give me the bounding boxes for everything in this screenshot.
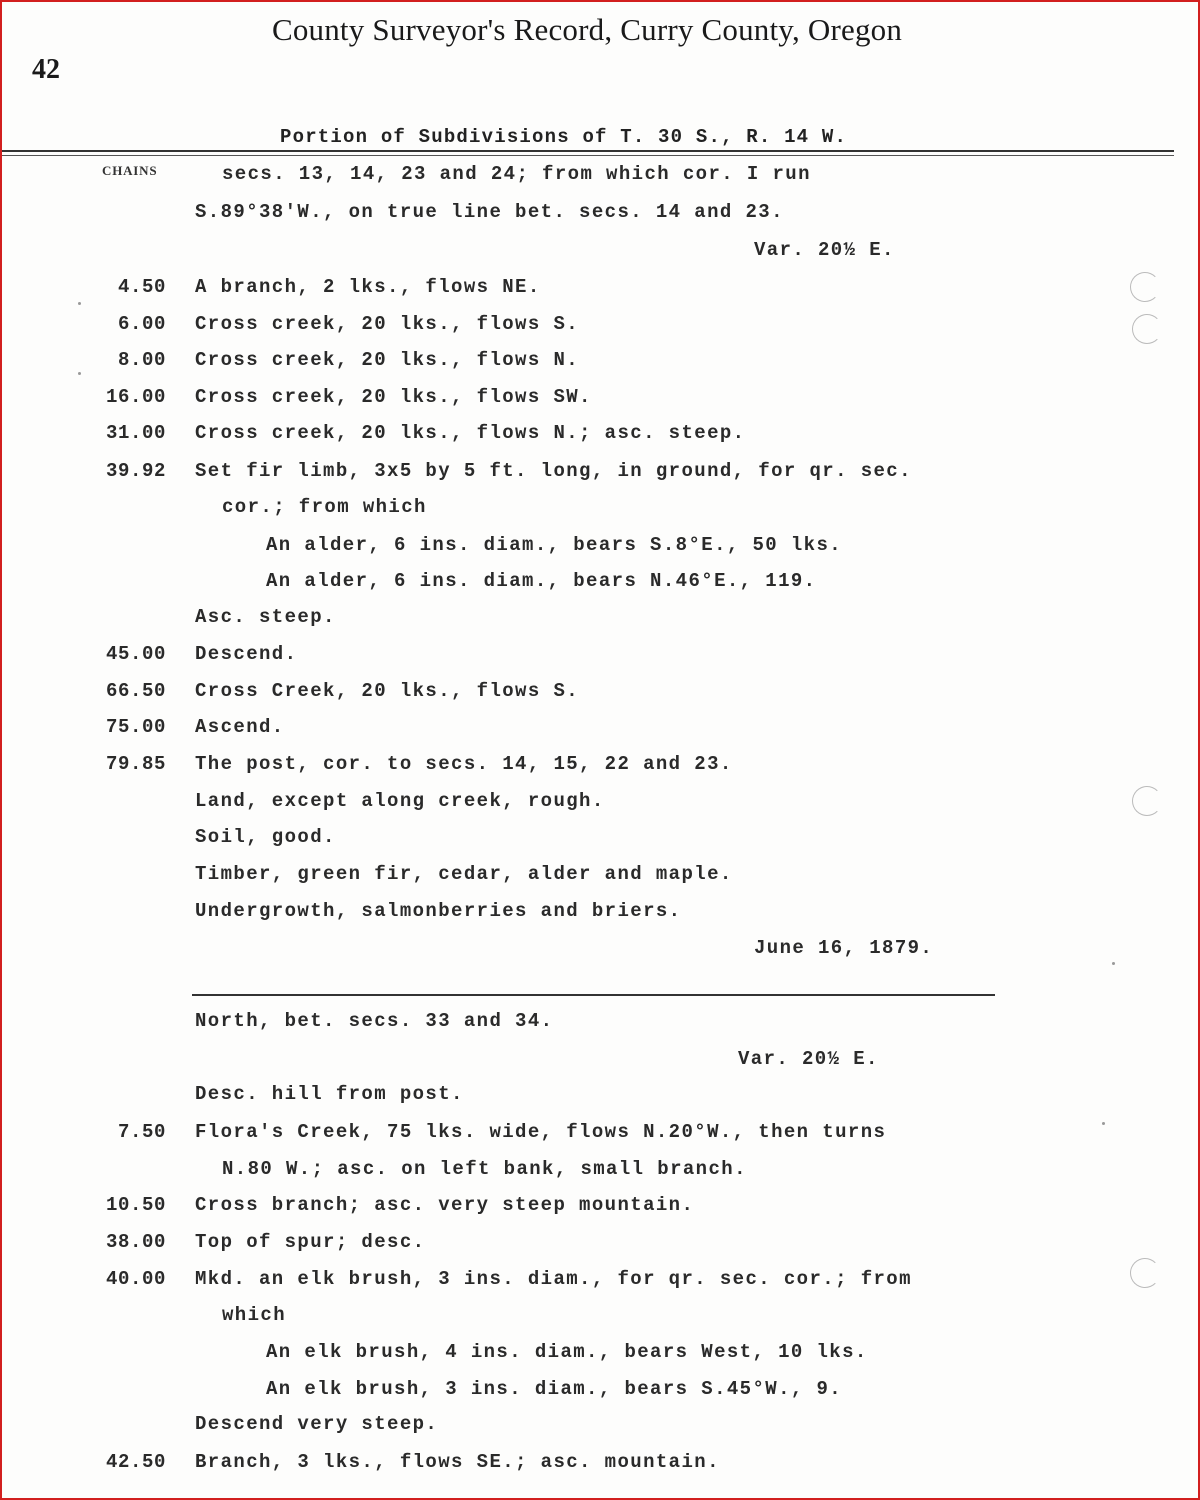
survey-note-line: A branch, 2 lks., flows NE. xyxy=(195,276,541,298)
chain-distance: 4.50 xyxy=(117,276,166,298)
record-title: County Surveyor's Record, Curry County, Oregon xyxy=(271,12,903,47)
chain-distance: 16.00 xyxy=(105,386,166,408)
survey-note-line: June 16, 1879. xyxy=(754,937,934,959)
survey-note-line: secs. 13, 14, 23 and 24; from which cor. I run xyxy=(222,163,811,185)
survey-note-line: S.89°38'W., on true line bet. secs. 14 and 23. xyxy=(195,201,784,223)
survey-note-line: An elk brush, 3 ins. diam., bears S.45°W., 9. xyxy=(266,1378,843,1400)
survey-note-line: Soil, good. xyxy=(195,826,336,848)
chain-distance: 42.50 xyxy=(105,1451,166,1473)
survey-note-line: Descend very steep. xyxy=(195,1413,439,1435)
survey-note-line: An alder, 6 ins. diam., bears N.46°E., 119. xyxy=(266,570,817,592)
chain-distance: 10.50 xyxy=(105,1194,166,1216)
punch-hole-mark xyxy=(1132,786,1162,816)
survey-note-line: Mkd. an elk brush, 3 ins. diam., for qr. sec. cor.; from xyxy=(195,1268,912,1290)
survey-note-line: cor.; from which xyxy=(222,496,427,518)
survey-note-line: An elk brush, 4 ins. diam., bears West, 10 lks. xyxy=(266,1341,868,1363)
chain-distance: 7.50 xyxy=(117,1121,166,1143)
chain-distance: 39.92 xyxy=(105,460,166,482)
punch-hole-mark xyxy=(1130,272,1160,302)
chain-distance: 75.00 xyxy=(105,716,166,738)
scan-speck xyxy=(78,302,81,305)
survey-note-line: Cross creek, 20 lks., flows S. xyxy=(195,313,580,335)
chain-distance: 45.00 xyxy=(105,643,166,665)
page-number: 42 xyxy=(32,54,60,85)
chain-distance: 8.00 xyxy=(117,349,166,371)
chains-column-label: CHAINS xyxy=(102,163,158,178)
punch-hole-mark xyxy=(1132,314,1162,344)
header-rule-thin xyxy=(2,155,1174,156)
survey-note-line: Top of spur; desc. xyxy=(195,1231,426,1253)
chain-distance: 79.85 xyxy=(105,753,166,775)
scan-speck xyxy=(1102,1122,1105,1125)
survey-note-line: Cross Creek, 20 lks., flows S. xyxy=(195,680,580,702)
survey-note-line: Desc. hill from post. xyxy=(195,1083,464,1105)
survey-note-line: Cross creek, 20 lks., flows SW. xyxy=(195,386,592,408)
chain-distance: 38.00 xyxy=(105,1231,166,1253)
punch-hole-mark xyxy=(1130,1258,1160,1288)
survey-note-line: Undergrowth, salmonberries and briers. xyxy=(195,900,682,922)
survey-note-line: Branch, 3 lks., flows SE.; asc. mountain. xyxy=(195,1451,720,1473)
survey-note-line: North, bet. secs. 33 and 34. xyxy=(195,1010,554,1032)
header-rule xyxy=(2,150,1174,152)
chain-distance: 6.00 xyxy=(117,313,166,335)
survey-note-line: Timber, green fir, cedar, alder and maple. xyxy=(195,863,733,885)
chain-distance: 40.00 xyxy=(105,1268,166,1290)
survey-note-line: Var. 20½ E. xyxy=(738,1048,879,1070)
survey-note-line: The post, cor. to secs. 14, 15, 22 and 23. xyxy=(195,753,733,775)
survey-note-line: Descend. xyxy=(195,643,298,665)
survey-note-line: Var. 20½ E. xyxy=(754,239,895,261)
section-subtitle: Portion of Subdivisions of T. 30 S., R. 14 W. xyxy=(280,126,848,148)
survey-note-line: which xyxy=(222,1304,287,1326)
scan-speck xyxy=(1112,962,1115,965)
survey-note-line: Cross creek, 20 lks., flows N.; asc. steep. xyxy=(195,422,746,444)
survey-note-line: An alder, 6 ins. diam., bears S.8°E., 50 lks. xyxy=(266,534,843,556)
chain-distance: 31.00 xyxy=(105,422,166,444)
survey-note-line: Set fir limb, 3x5 by 5 ft. long, in ground, for qr. sec. xyxy=(195,460,912,482)
survey-note-line: Cross branch; asc. very steep mountain. xyxy=(195,1194,695,1216)
scan-speck xyxy=(78,372,81,375)
survey-note-line: Flora's Creek, 75 lks. wide, flows N.20°W., then turns xyxy=(195,1121,887,1143)
survey-note-line: Ascend. xyxy=(195,716,285,738)
section-divider xyxy=(192,994,995,996)
survey-note-line: Land, except along creek, rough. xyxy=(195,790,605,812)
survey-note-line: N.80 W.; asc. on left bank, small branch. xyxy=(222,1158,747,1180)
survey-note-line: Asc. steep. xyxy=(195,606,336,628)
chain-distance: 66.50 xyxy=(105,680,166,702)
survey-note-line: Cross creek, 20 lks., flows N. xyxy=(195,349,580,371)
